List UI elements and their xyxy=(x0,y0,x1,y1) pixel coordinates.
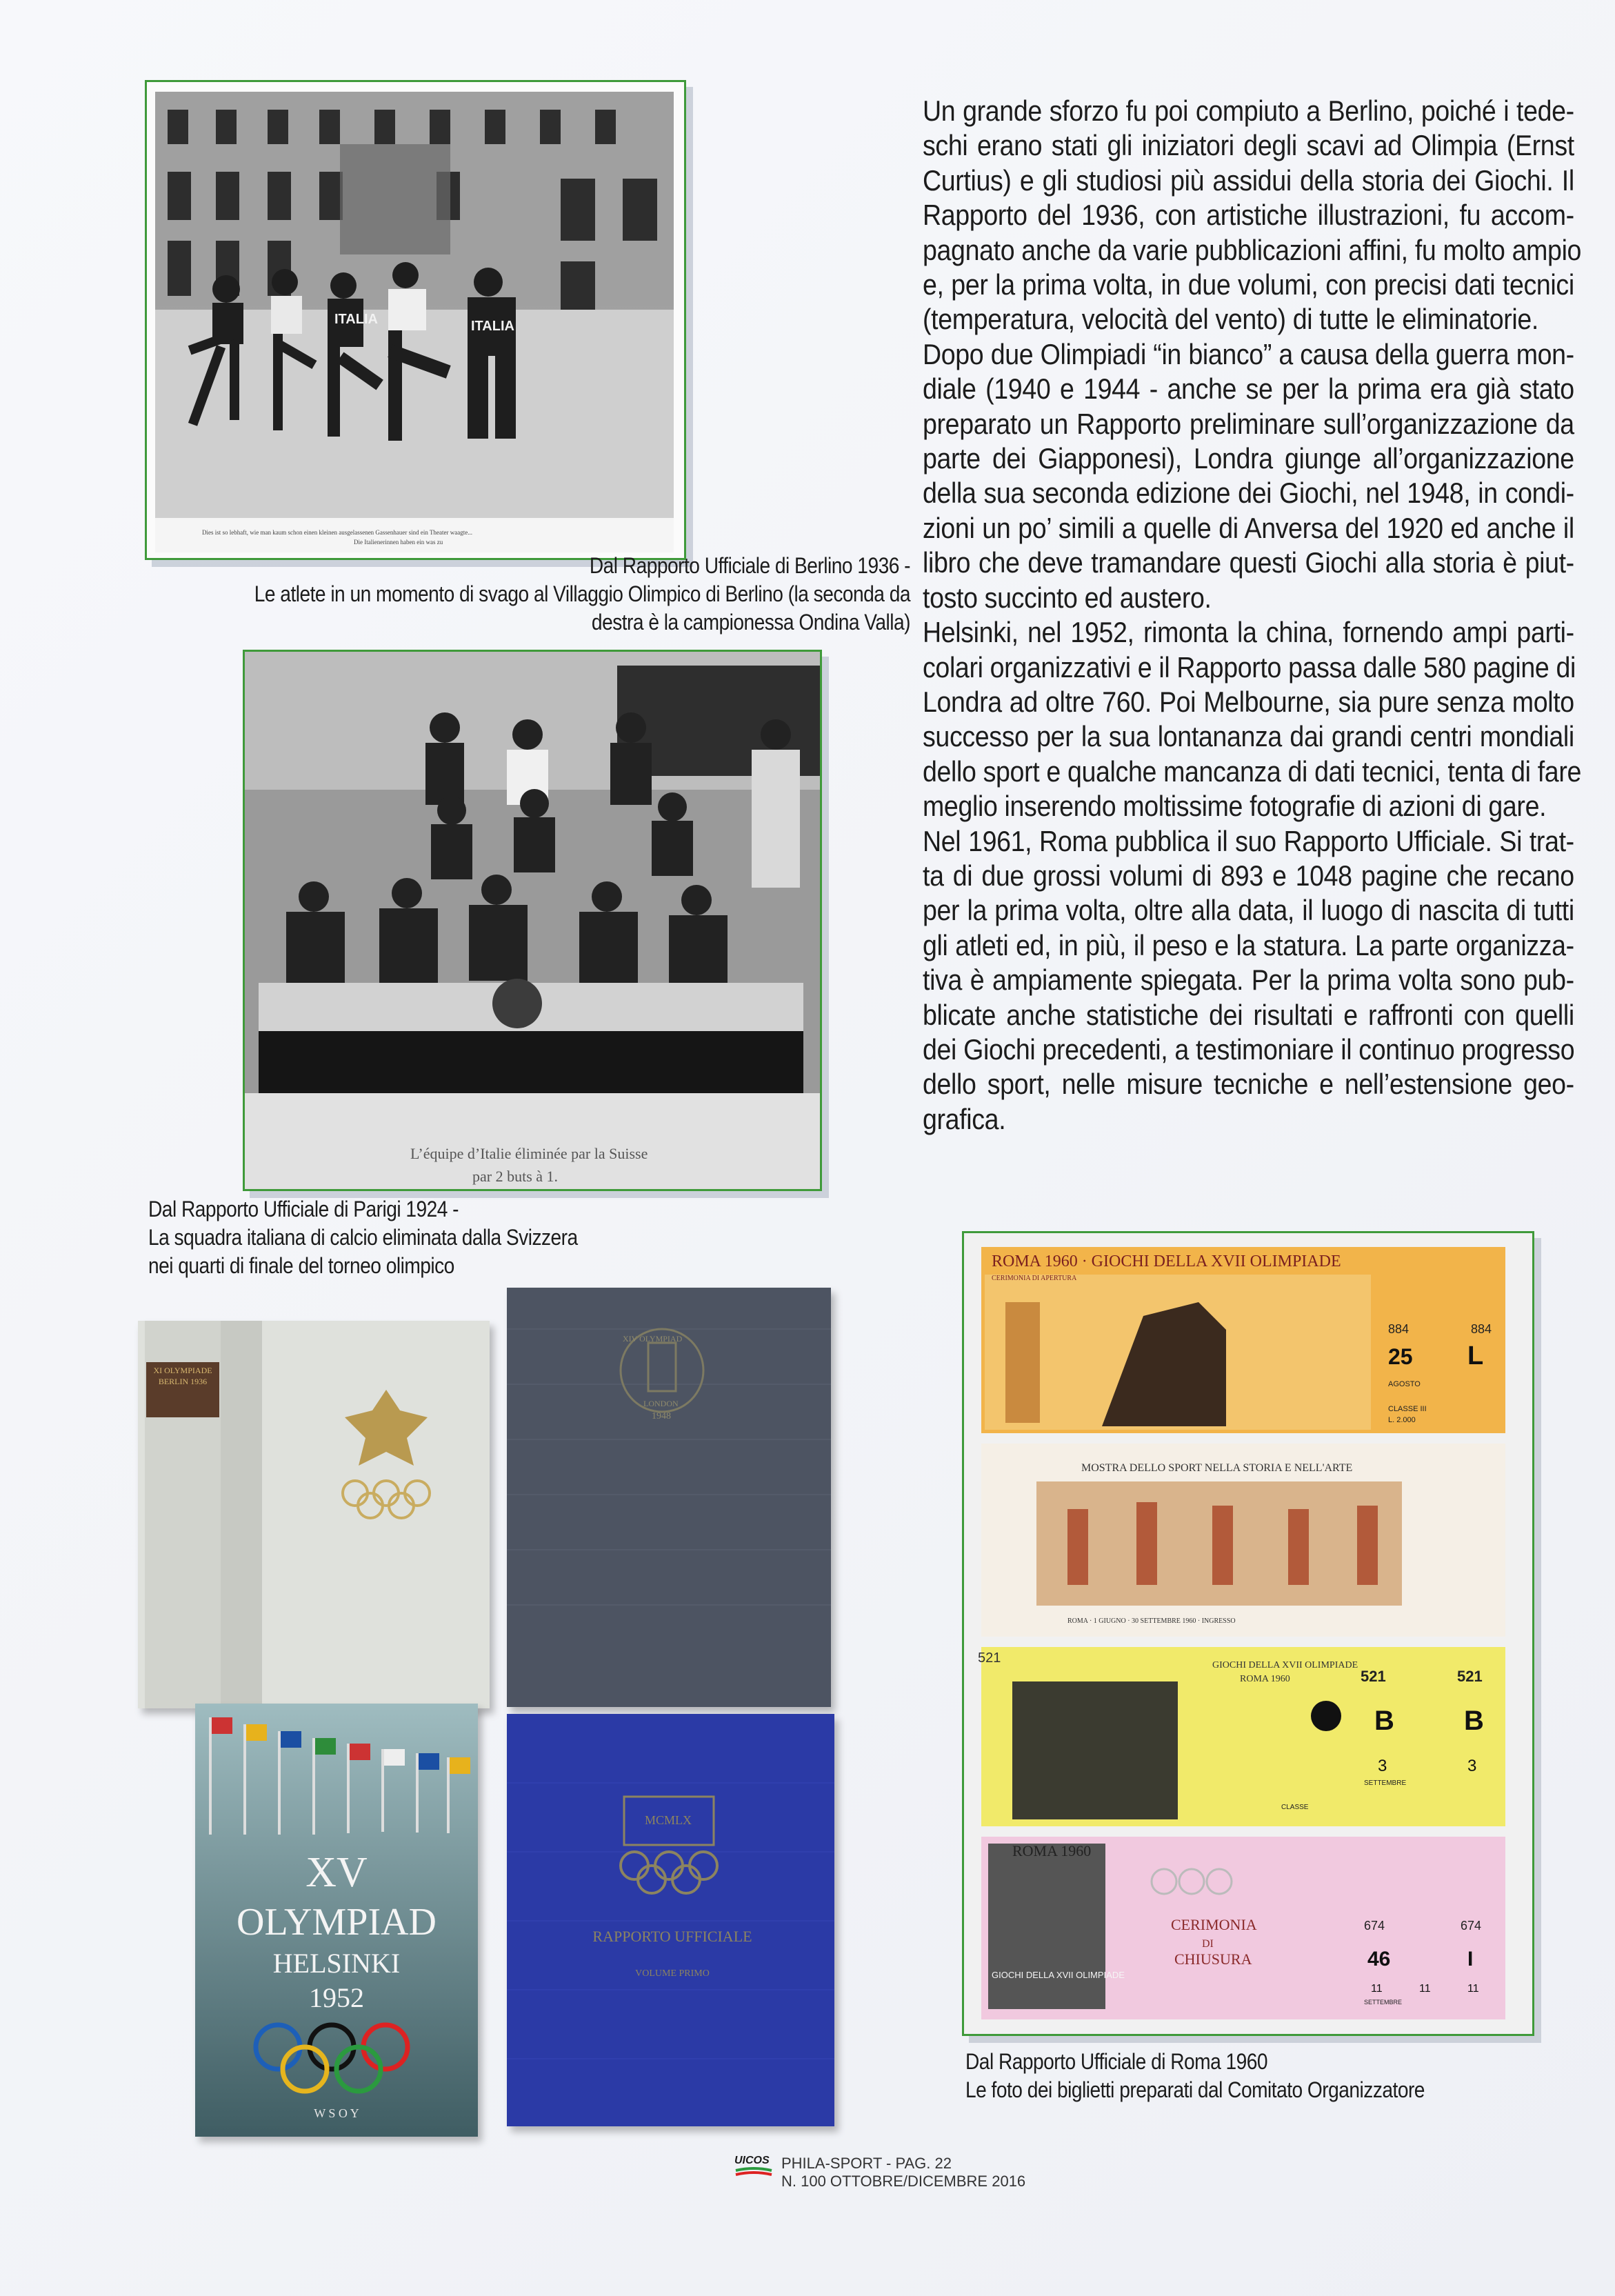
ticket-opening-ceremony xyxy=(981,1247,1505,1433)
article-line: schi erano stati gli iniziatori degli scavi ad Olimpia (Ernst xyxy=(923,129,1574,162)
article-line: Helsinki, nel 1952, rimonta la china, fornendo ampi parti- xyxy=(923,616,1574,649)
berlin-book-spine-label: XI OLYMPIADE BERLIN 1936 xyxy=(146,1362,219,1417)
article-line: e, per la prima volta, in due volumi, con precisi dati tecnici xyxy=(923,268,1574,301)
ticket1-day: 25 xyxy=(1388,1344,1413,1369)
ticket2-header: MOSTRA DELLO SPORT NELLA STORIA E NELL'ARTE xyxy=(1081,1462,1353,1474)
ticket4-gate: I xyxy=(1467,1948,1474,1970)
article-body xyxy=(923,94,1582,1137)
article-line: pagnato anche da varie pubblicazioni affini, fu molto ampio xyxy=(923,233,1582,266)
article-line: Un grande sforzo fu poi compiuto a Berlino, poiché i tede- xyxy=(923,94,1574,127)
article-line: gli atleti ed, in più, il peso e la statura. La parte organizza- xyxy=(923,928,1574,961)
ticket4-month: SETTEMBRE xyxy=(1364,1999,1403,2006)
ticket3-header: GIOCHI DELLA XVII OLIMPIADE xyxy=(1212,1660,1358,1670)
caption-line: Dal Rapporto Ufficiale di Parigi 1924 - xyxy=(148,1197,459,1221)
helsinki-book-cover xyxy=(195,1704,478,2137)
footer-line-1: PHILA-SPORT - PAG. 22 xyxy=(781,2155,952,2172)
roma-book-numeral: MCMLX xyxy=(645,1813,692,1827)
article-line: ta di due grossi volumi di 893 e 1048 pagine che recano xyxy=(923,859,1574,892)
ticket1-header: ROMA 1960 · GIOCHI DELLA XVII OLIMPIADE xyxy=(992,1252,1341,1270)
roma-book-cover xyxy=(507,1714,834,2126)
ticket3-month: SETTEMBRE xyxy=(1364,1779,1407,1787)
caption-line: destra è la campionessa Ondina Valla) xyxy=(591,610,910,635)
ticket1-serial-a: 884 xyxy=(1388,1322,1410,1336)
caption-line: Dal Rapporto Ufficiale di Berlino 1936 - xyxy=(589,553,910,578)
caption-paris xyxy=(148,1195,578,1280)
caption-line: Le atlete in un momento di svago al Villaggio Olimpico di Berlino (la seconda da xyxy=(254,581,910,606)
ticket4-title1: CERIMONIA xyxy=(1171,1916,1257,1933)
article-line: Curtius) e gli studiosi più assidui della storia dei Giochi. Il xyxy=(923,163,1574,197)
ticket1-sub: CERIMONIA DI APERTURA xyxy=(992,1275,1077,1282)
footer xyxy=(781,2155,1025,2190)
article-line: libro che deve tramandare questi Giochi alla storia è piut- xyxy=(923,546,1574,579)
footer-logo-text: UICOS xyxy=(734,2155,770,2166)
article-line: dei Giochi precedenti, a testimoniare il continuo progresso xyxy=(923,1032,1575,1066)
article-line: successo per la sua lontananza dai grandi centri mondiali xyxy=(923,720,1574,753)
ticket3-city: ROMA 1960 xyxy=(1240,1674,1290,1684)
photo-paris-football-team xyxy=(243,650,822,1191)
berlin-athletes-image xyxy=(147,82,684,558)
article-line: preparato un Rapporto preliminare sull’organizzazione da xyxy=(923,407,1574,440)
ticket1-month: AGOSTO xyxy=(1388,1380,1421,1388)
article-line: (temperatura, velocità del vento) di tutte le eliminatorie. xyxy=(923,303,1538,336)
article-line: colari organizzativi e il Rapporto passa dalle 580 pagine di xyxy=(923,650,1576,683)
ticket1-price: L. 2.000 xyxy=(1388,1416,1416,1424)
berlin-inner-caption: Dies ist so lebhaft, wie man kaum schon einen kleinen ausgelassenen Gassenhauer sind ein Theater waagte... xyxy=(202,529,472,536)
ticket-closing-ceremony xyxy=(981,1837,1505,2019)
caption-line: nei quarti di finale del torneo olimpico xyxy=(148,1253,454,1278)
caption-line: La squadra italiana di calcio eliminata dalla Svizzera xyxy=(148,1225,578,1250)
helsinki-book-line2: OLYMPIAD xyxy=(237,1901,437,1944)
helsinki-book-line3: HELSINKI xyxy=(272,1948,401,1979)
paris-inner-caption-2: par 2 buts à 1. xyxy=(472,1168,559,1185)
caption-line: Le foto dei biglietti preparati dal Comitato Organizzatore xyxy=(965,2077,1425,2102)
ticket1-sector: L xyxy=(1467,1341,1484,1370)
article-line: meglio inserendo moltissime fotografie di azioni di gare. xyxy=(923,790,1547,823)
jersey-text-1: ITALIA xyxy=(334,312,378,327)
ticket-yellow-event xyxy=(978,1647,1505,1826)
article-line: tosto succinto ed austero. xyxy=(923,581,1212,614)
article-line: zioni un po’ simili a quelle di Anversa del 1920 ed anche il xyxy=(923,511,1574,544)
ticket3-day-b: 3 xyxy=(1467,1757,1477,1775)
article-line: Dopo due Olimpiadi “in bianco” a causa della guerra mon- xyxy=(923,337,1574,370)
caption-berlin xyxy=(249,552,910,637)
photo-roma-tickets xyxy=(962,1231,1534,2036)
article-line: grafica. xyxy=(923,1102,1006,1135)
ticket3-gate-b: B xyxy=(1464,1706,1484,1736)
article-line: Rapporto del 1936, con artistiche illustrazioni, fu accom- xyxy=(923,199,1574,232)
ticket4-day-a: 11 xyxy=(1371,1983,1383,1995)
ticket4-header: ROMA 1960 xyxy=(1012,1842,1092,1859)
book-berlin-1936 xyxy=(138,1321,490,1708)
ticket3-serial-side: 521 xyxy=(978,1650,1001,1666)
article-line: Londra ad oltre 760. Poi Melbourne, sia pure senza molto xyxy=(923,685,1574,718)
paris-team-image xyxy=(245,652,820,1189)
ticket4-serial-b: 674 xyxy=(1461,1919,1482,1933)
ticket3-serial-b: 521 xyxy=(1457,1668,1483,1685)
ticket3-gate-a: B xyxy=(1374,1706,1394,1736)
photo-berlin-athletes xyxy=(145,80,686,560)
london-book-title: XIV OLYMPIAD xyxy=(623,1334,683,1344)
helsinki-book-line1: XV xyxy=(305,1849,368,1896)
ticket4-side: GIOCHI DELLA XVII OLIMPIADE xyxy=(992,1970,1125,1980)
article-line: parte dei Giapponesi), Londra giunge all’organizzazione xyxy=(923,442,1574,475)
article-line: tiva è ampiamente spiegata. Per la prima volta sono pub- xyxy=(923,964,1574,997)
eagle-rings-emblem-icon xyxy=(317,1383,455,1521)
ticket1-serial-b: 884 xyxy=(1471,1322,1492,1336)
caption-roma xyxy=(965,2048,1425,2104)
footer-line-2: N. 100 OTTOBRE/DICEMBRE 2016 xyxy=(781,2173,1026,2190)
berlin-inner-caption-2: Die Italienerinnen haben ein was zu xyxy=(354,539,443,546)
ticket4-day-b: 11 xyxy=(1419,1983,1431,1995)
ticket4-serial-a: 674 xyxy=(1364,1919,1385,1933)
book-helsinki-1952 xyxy=(195,1704,478,2137)
ticket2-footer: ROMA · 1 GIUGNO · 30 SETTEMBRE 1960 · INGRESSO xyxy=(1067,1617,1236,1625)
ticket-mostra-sport xyxy=(981,1444,1505,1637)
article-line: diale (1940 e 1944 - anche se per la prima era già stato xyxy=(923,372,1574,406)
ticket3-class: CLASSE xyxy=(1281,1804,1309,1811)
uicos-logo-icon xyxy=(733,2150,774,2184)
roma-book-title: RAPPORTO UFFICIALE xyxy=(592,1928,752,1945)
helsinki-book-publisher: W S O Y xyxy=(314,2106,359,2120)
ticket4-title2: DI xyxy=(1202,1938,1214,1950)
caption-line: Dal Rapporto Ufficiale di Roma 1960 xyxy=(965,2049,1268,2074)
paris-inner-caption: L’équipe d’Italie éliminée par la Suisse xyxy=(410,1145,648,1162)
helsinki-book-line4: 1952 xyxy=(309,1982,364,2013)
ticket1-class: CLASSE III xyxy=(1388,1405,1427,1413)
article-line: della sua seconda edizione dei Giochi, nel 1948, in condi- xyxy=(923,477,1574,510)
jersey-text-2: ITALIA xyxy=(471,319,514,334)
london-book-city: LONDON xyxy=(643,1399,679,1408)
article-line: per la prima volta, oltre alla data, il luogo di nascita di tutti xyxy=(923,894,1574,927)
ticket4-entrance: 46 xyxy=(1367,1948,1391,1970)
ticket4-day-c: 11 xyxy=(1467,1983,1479,1995)
roma-tickets-image xyxy=(964,1233,1532,2034)
book-london-1948 xyxy=(507,1288,831,1707)
ticket3-day-a: 3 xyxy=(1378,1757,1387,1775)
book-roma-1960 xyxy=(507,1714,834,2126)
article-line: Nel 1961, Roma pubblica il suo Rapporto Ufficiale. Si trat- xyxy=(923,824,1574,857)
article-line: dello sport, nelle misure tecniche e nell’estensione geo- xyxy=(923,1068,1574,1101)
london-book-year: 1948 xyxy=(652,1411,671,1421)
ticket3-serial-a: 521 xyxy=(1361,1668,1386,1685)
roma-book-volume: VOLUME PRIMO xyxy=(635,1968,710,1979)
ticket4-title3: CHIUSURA xyxy=(1174,1950,1252,1968)
article-line: dello sport e qualche mancanza di dati tecnici, tenta di fare xyxy=(923,755,1582,788)
london-book-cover xyxy=(507,1288,831,1707)
clock-icon xyxy=(1311,1701,1341,1731)
article-line: blicate anche statistiche dei risultati e raffronti con quelli xyxy=(923,998,1574,1031)
